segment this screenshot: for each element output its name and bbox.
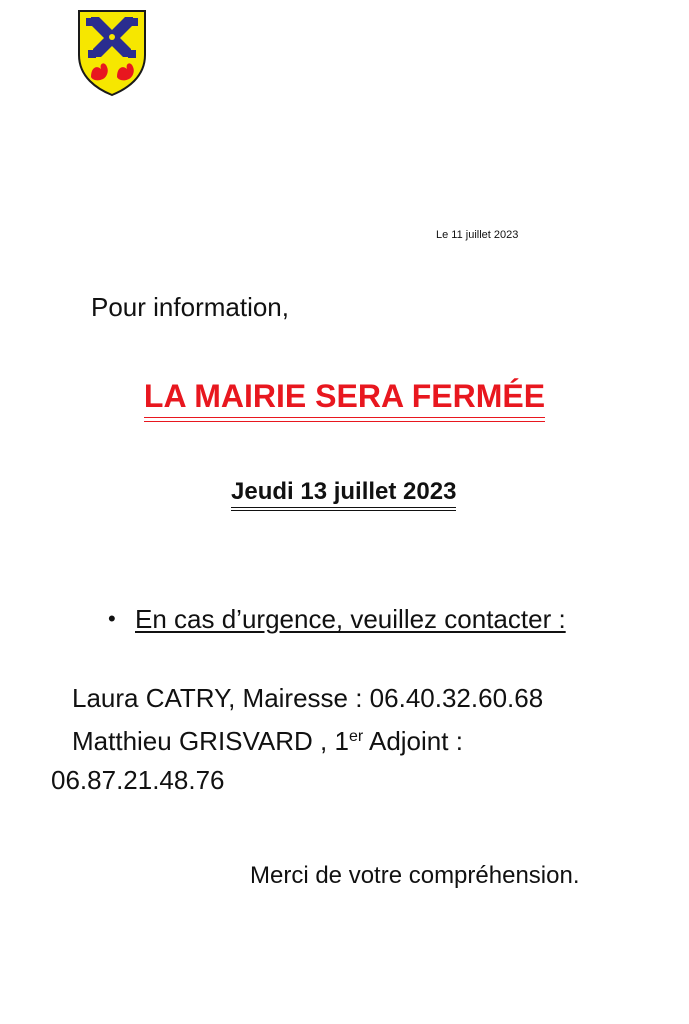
closure-headline [0, 378, 689, 418]
contact-deputy-phone: 06.87.21.48.76 [51, 765, 225, 795]
intro-text: Pour information, [91, 292, 289, 322]
contact-mayor: Laura CATRY, Mairesse : 06.40.32.60.68 [72, 683, 544, 713]
contact-deputy-role: Adjoint : [363, 726, 463, 756]
closure-headline-text: LA MAIRIE SERA FERMÉE [144, 378, 545, 418]
contact-deputy [72, 726, 463, 757]
ordinal-suffix: er [348, 728, 364, 746]
closing-text: Merci de votre compréhension. [250, 862, 580, 889]
coat-of-arms-icon [77, 9, 147, 97]
closure-date-text: Jeudi 13 juillet 2023 [231, 478, 456, 508]
letter-date: Le 11 juillet 2023 [436, 229, 519, 241]
emergency-notice [135, 604, 566, 635]
contact-deputy-name: Matthieu GRISVARD , 1 [72, 726, 349, 756]
bullet-icon: • [108, 606, 116, 631]
emergency-notice-text: En cas d’urgence, veuillez contacter : [135, 604, 566, 634]
closure-date [231, 478, 456, 508]
